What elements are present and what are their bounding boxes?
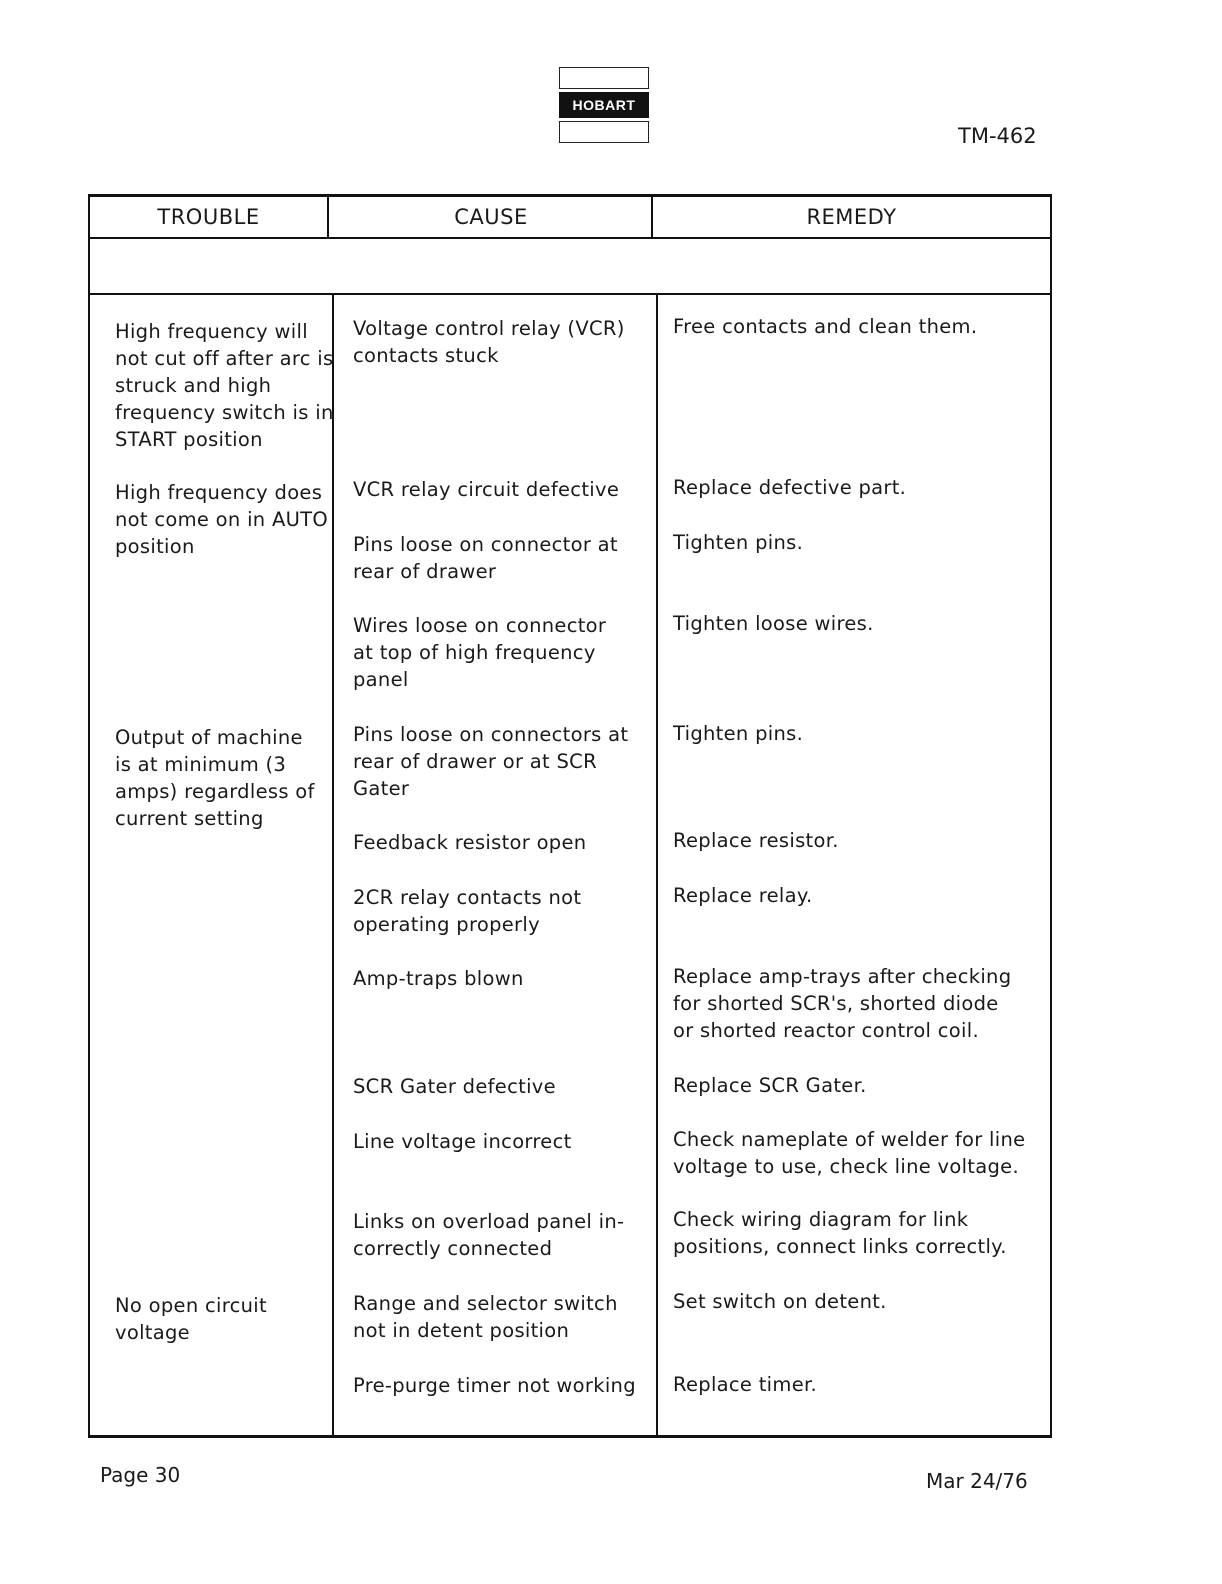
- trouble-cell: High frequency does not come on in AUTO position: [115, 481, 329, 558]
- cause-cell: Pins loose on connector at rear of drawer: [353, 533, 618, 583]
- logo-top-box: [559, 67, 649, 89]
- remedy-cell: Set switch on detent.: [673, 1290, 887, 1313]
- remedy-cell: Replace timer.: [673, 1373, 818, 1396]
- trouble-cell: Output of machine is at minimum (3 amps) regardless of current setting: [115, 726, 315, 830]
- blank-row: [90, 237, 1050, 295]
- cause-cell: Links on overload panel in-correctly connected: [353, 1210, 625, 1260]
- cause-cell: VCR relay circuit defective: [353, 478, 620, 501]
- remedy-cell: Check nameplate of welder for line voltage to use, check line voltage.: [673, 1128, 1026, 1178]
- column-header-cause: CAUSE: [454, 205, 528, 229]
- cause-cell: Pre-purge timer not working: [353, 1374, 636, 1397]
- cause-cell: Pins loose on connectors at rear of drawer or at SCR Gater: [353, 723, 629, 800]
- cause-cell: Voltage control relay (VCR) contacts stuck: [353, 317, 625, 367]
- hobart-logo: [559, 67, 649, 143]
- remedy-cell: Replace defective part.: [673, 476, 907, 499]
- remedy-cell: Replace amp-trays after checking for shorted SCR's, shorted diode or shorted reactor control coil.: [673, 965, 1012, 1042]
- document-id: TM-462: [958, 124, 1037, 148]
- remedy-cell: Free contacts and clean them.: [673, 315, 978, 338]
- troubleshooting-table: [88, 194, 1052, 1438]
- column-divider: [656, 293, 658, 1436]
- table-header-row: [90, 197, 1050, 239]
- trouble-cell: High frequency will not cut off after arc is struck and high frequency switch is in START position: [115, 320, 334, 451]
- logo-bottom-box: [559, 121, 649, 143]
- remedy-cell: Tighten pins.: [673, 531, 804, 554]
- column-header-remedy: REMEDY: [806, 205, 897, 229]
- logo-brand-text: HOBART: [559, 92, 649, 118]
- remedy-cell: Replace SCR Gater.: [673, 1074, 867, 1097]
- remedy-cell: Tighten pins.: [673, 722, 804, 745]
- column-divider: [327, 197, 329, 237]
- column-header-trouble: TROUBLE: [157, 205, 260, 229]
- page-number: Page 30: [100, 1463, 181, 1487]
- cause-cell: Range and selector switch not in detent position: [353, 1292, 618, 1342]
- remedy-cell: Replace resistor.: [673, 829, 839, 852]
- remedy-cell: Check wiring diagram for link positions, connect links correctly.: [673, 1208, 1007, 1258]
- remedy-cell: Replace relay.: [673, 884, 813, 907]
- cause-cell: Feedback resistor open: [353, 831, 587, 854]
- revision-date: Mar 24/76: [926, 1469, 1028, 1493]
- remedy-cell: Tighten loose wires.: [673, 612, 874, 635]
- cause-cell: Line voltage incorrect: [353, 1130, 572, 1153]
- cause-cell: Wires loose on connector at top of high frequency panel: [353, 614, 607, 691]
- column-divider: [651, 197, 653, 237]
- cause-cell: SCR Gater defective: [353, 1075, 556, 1098]
- column-divider: [332, 293, 334, 1436]
- trouble-cell: No open circuit voltage: [115, 1294, 267, 1344]
- cause-cell: 2CR relay contacts not operating properly: [353, 886, 582, 936]
- cause-cell: Amp-traps blown: [353, 967, 524, 990]
